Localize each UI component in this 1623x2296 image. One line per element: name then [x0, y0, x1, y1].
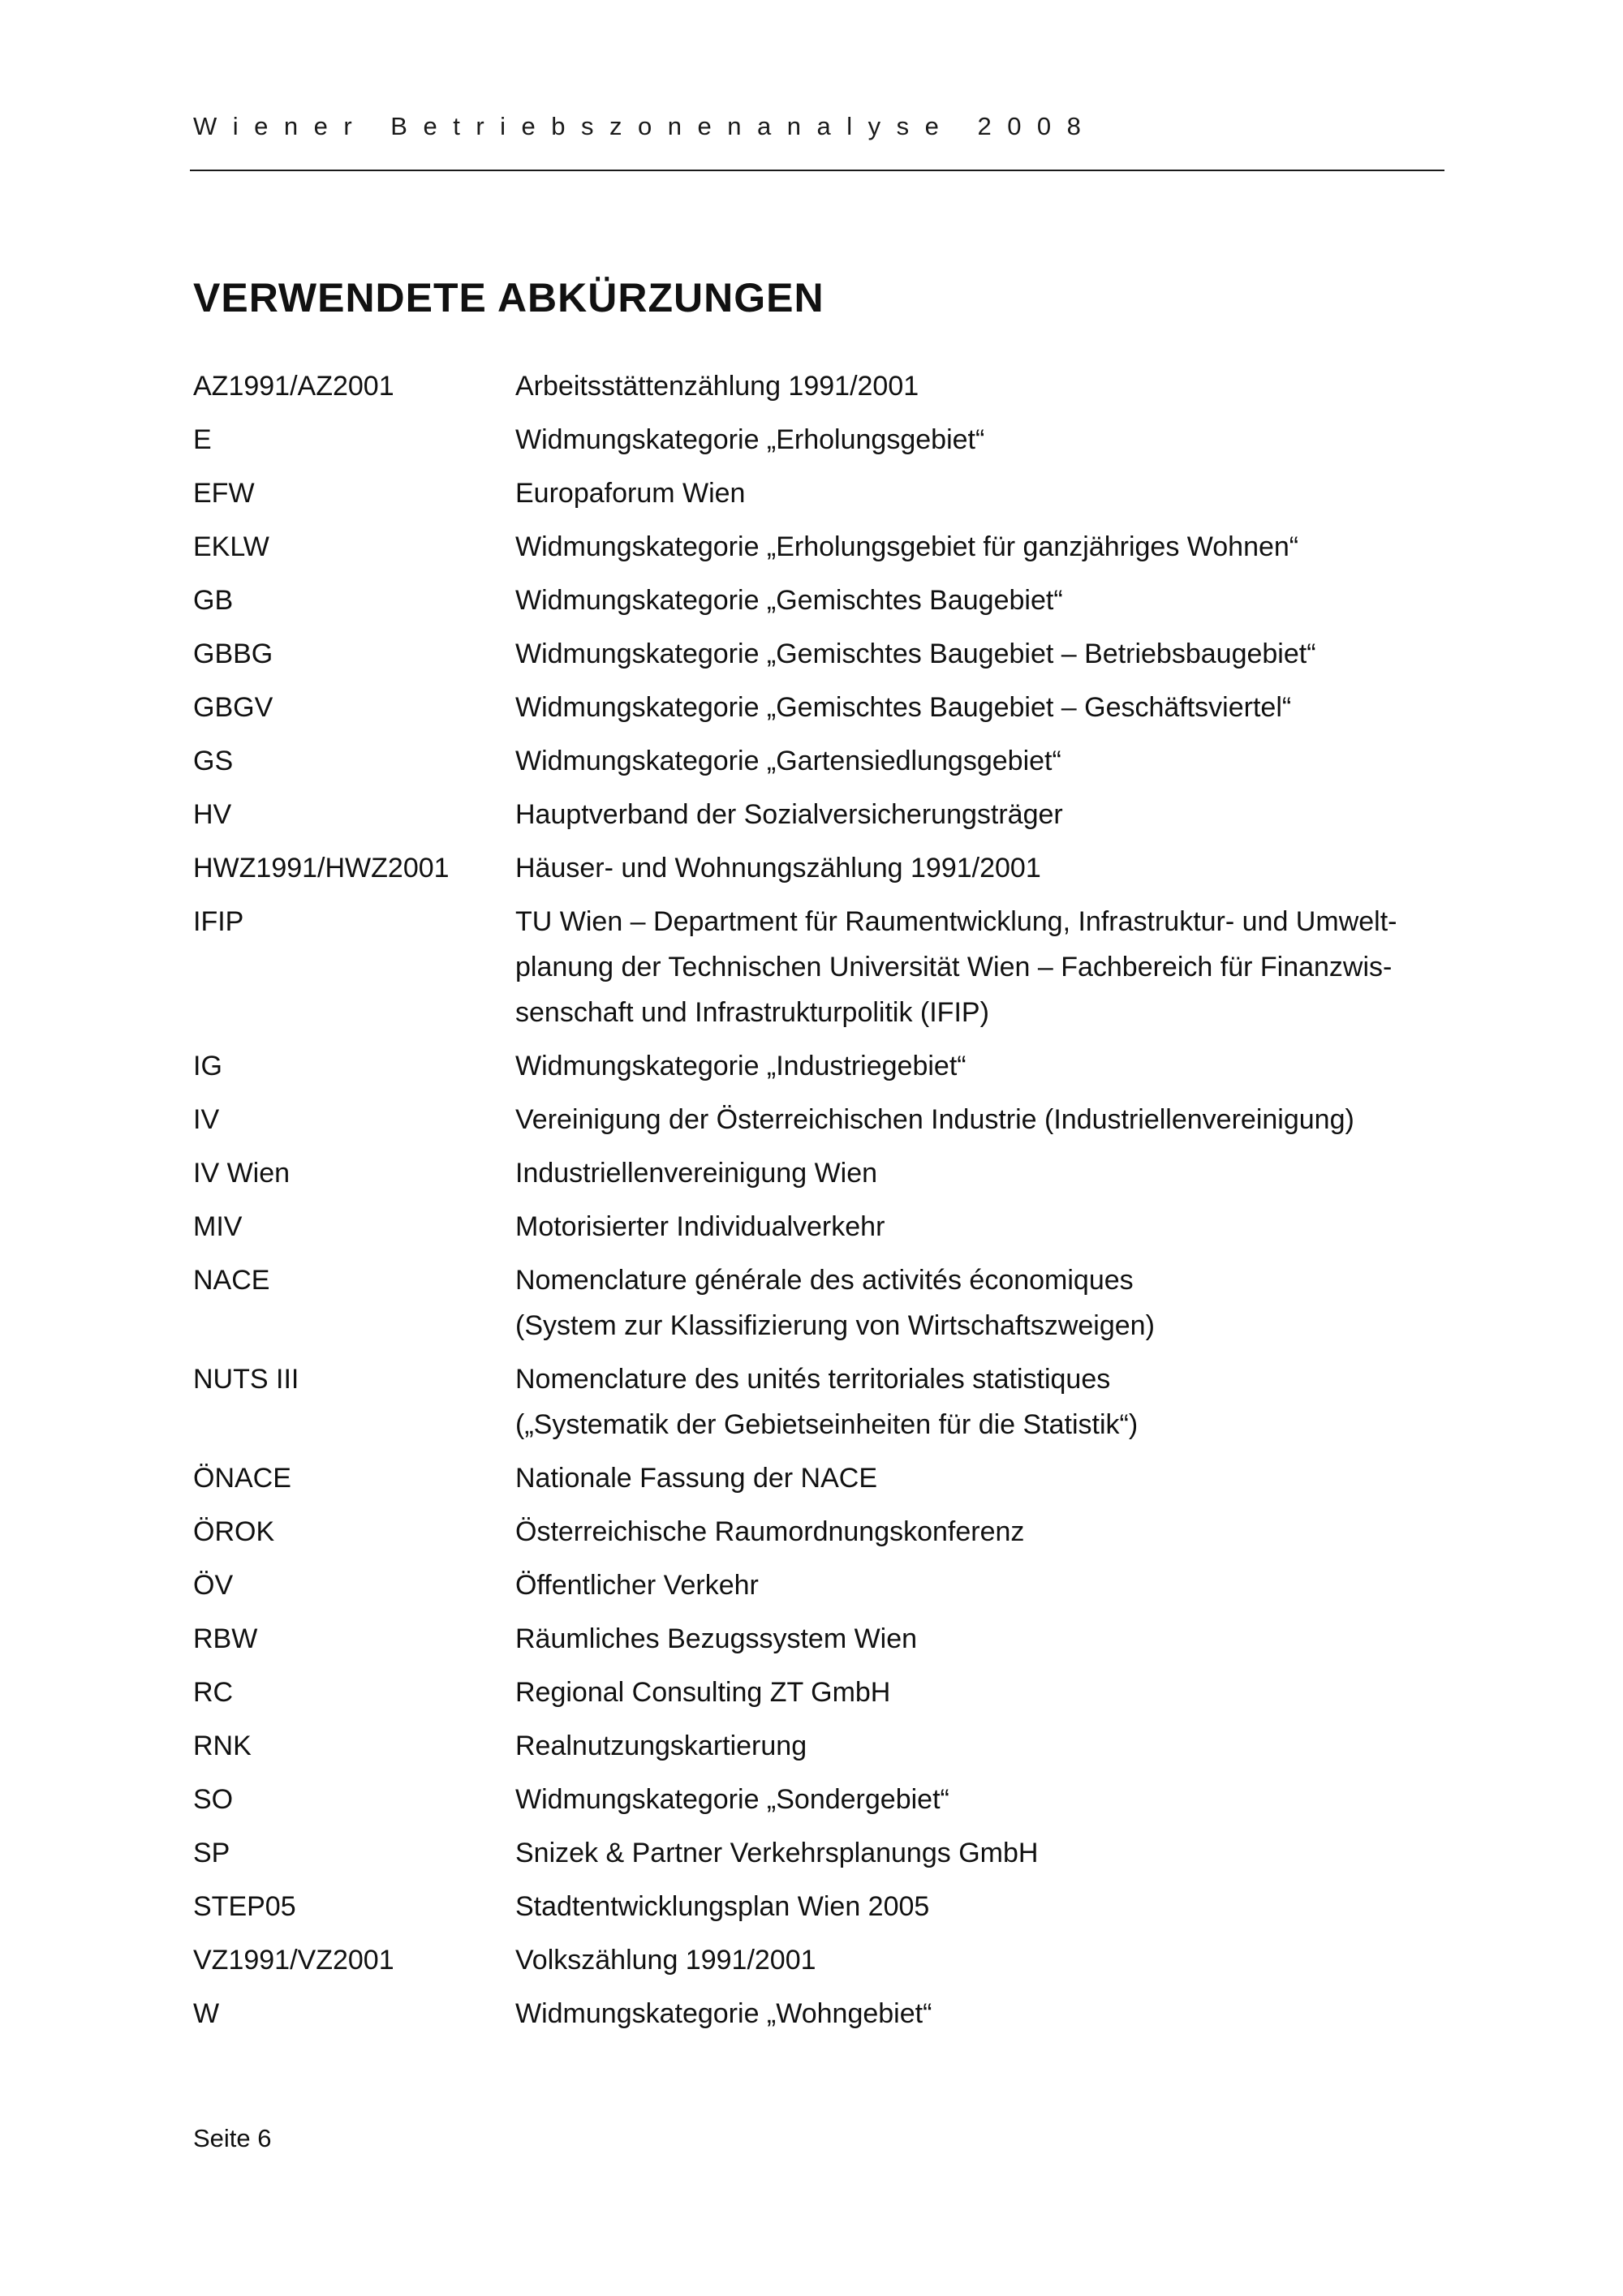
definition-line: Widmungskategorie „Gemischtes Baugebiet – Geschäftsviertel“: [515, 692, 1292, 723]
abbreviation-row: [193, 1150, 1459, 1196]
definition-line: Volkszählung 1991/2001: [515, 1945, 816, 1976]
abbreviation-row: [193, 524, 1459, 570]
definition-line: Widmungskategorie „Industriegebiet“: [515, 1051, 966, 1081]
abbreviation-definition: [515, 524, 1424, 570]
abbreviation-definition: [515, 471, 1424, 516]
abbreviation-term: ÖROK: [193, 1516, 275, 1547]
header-divider: [190, 170, 1444, 171]
abbreviation-row: [193, 1563, 1459, 1608]
definition-line: Widmungskategorie „Sondergebiet“: [515, 1784, 949, 1815]
abbreviation-term: IG: [193, 1051, 222, 1081]
definition-line: Widmungskategorie „Gemischtes Baugebiet – Betriebsbaugebiet“: [515, 638, 1316, 669]
abbreviation-term: RNK: [193, 1731, 252, 1761]
abbreviation-definition: [515, 738, 1424, 784]
definition-line: TU Wien – Department für Raumentwicklung, Infrastruktur- und Umwelt-: [515, 906, 1397, 937]
definition-line: Arbeitsstättenzählung 1991/2001: [515, 371, 919, 402]
abbreviation-term: GB: [193, 585, 234, 616]
definition-line: Räumliches Bezugssystem Wien: [515, 1623, 918, 1654]
definition-line: Regional Consulting ZT GmbH: [515, 1677, 891, 1708]
definition-line: Realnutzungskartierung: [515, 1731, 807, 1761]
abbreviation-term: HWZ1991/HWZ2001: [193, 853, 450, 884]
abbreviation-row: [193, 1991, 1459, 2036]
abbreviation-term: MIV: [193, 1211, 243, 1242]
definition-line: Widmungskategorie „Erholungsgebiet“: [515, 424, 985, 455]
abbreviation-row: [193, 685, 1459, 730]
abbreviation-term: GS: [193, 746, 234, 776]
abbreviation-row: [193, 1357, 1459, 1447]
abbreviation-term: NACE: [193, 1265, 270, 1296]
page-number: Seite 6: [193, 2124, 272, 2152]
abbreviation-definition: [515, 363, 1424, 409]
abbreviation-row: [193, 578, 1459, 623]
definition-line: Vereinigung der Österreichischen Industrie (Industriellenvereinigung): [515, 1104, 1354, 1135]
abbreviation-definition: [515, 417, 1424, 462]
abbreviation-row: [193, 1723, 1459, 1769]
definition-line: Widmungskategorie „Gartensiedlungsgebiet“: [515, 746, 1061, 776]
abbreviation-term: IV Wien: [193, 1158, 291, 1189]
abbreviation-row: [193, 792, 1459, 837]
abbreviation-term: HV: [193, 799, 232, 830]
abbreviation-row: [193, 1670, 1459, 1715]
abbreviation-row: [193, 631, 1459, 677]
abbreviation-row: [193, 1830, 1459, 1876]
abbreviation-row: [193, 738, 1459, 784]
abbreviation-definition: [515, 1258, 1424, 1348]
definition-line: Hauptverband der Sozialversicherungsträger: [515, 799, 1063, 830]
abbreviation-term: RC: [193, 1677, 234, 1708]
abbreviation-definition: [515, 1884, 1424, 1929]
abbreviation-definition: [515, 1357, 1424, 1447]
abbreviation-row: [193, 899, 1459, 1035]
abbreviation-term: GBBG: [193, 638, 273, 669]
abbreviation-term: GBGV: [193, 692, 273, 723]
definition-line: (System zur Klassifizierung von Wirtschaftszweigen): [515, 1310, 1155, 1341]
abbreviation-term: VZ1991/VZ2001: [193, 1945, 394, 1976]
abbreviation-term: E: [193, 424, 212, 455]
definition-line: Snizek & Partner Verkehrsplanungs GmbH: [515, 1838, 1039, 1868]
definition-line: senschaft und Infrastrukturpolitik (IFIP): [515, 997, 989, 1028]
abbreviation-definition: [515, 1043, 1424, 1089]
abbreviation-term: IV: [193, 1104, 220, 1135]
abbreviation-term: AZ1991/AZ2001: [193, 371, 394, 402]
abbreviation-term: ÖV: [193, 1570, 234, 1601]
abbreviation-list: [193, 363, 1459, 2044]
definition-line: Widmungskategorie „Erholungsgebiet für ganzjähriges Wohnen“: [515, 531, 1299, 562]
abbreviation-definition: [515, 1616, 1424, 1662]
definition-line: Europaforum Wien: [515, 478, 746, 509]
abbreviation-definition: [515, 1509, 1424, 1554]
abbreviation-row: [193, 1777, 1459, 1822]
abbreviation-term: IFIP: [193, 906, 244, 937]
abbreviation-definition: [515, 845, 1424, 891]
definition-line: Österreichische Raumordnungskonferenz: [515, 1516, 1025, 1547]
section-title: VERWENDETE ABKÜRZUNGEN: [193, 275, 824, 320]
abbreviation-term: EFW: [193, 478, 255, 509]
abbreviation-definition: [515, 685, 1424, 730]
abbreviation-row: [193, 1455, 1459, 1501]
abbreviation-definition: [515, 1563, 1424, 1608]
definition-line: Öffentlicher Verkehr: [515, 1570, 759, 1601]
definition-line: Nationale Fassung der NACE: [515, 1463, 878, 1494]
abbreviation-term: EKLW: [193, 531, 269, 562]
abbreviation-term: NUTS III: [193, 1364, 299, 1395]
abbreviation-row: [193, 417, 1459, 462]
definition-line: Industriellenvereinigung Wien: [515, 1158, 878, 1189]
abbreviation-definition: [515, 1150, 1424, 1196]
definition-line: Widmungskategorie „Gemischtes Baugebiet“: [515, 585, 1063, 616]
abbreviation-definition: [515, 1097, 1424, 1142]
abbreviation-row: [193, 363, 1459, 409]
abbreviation-definition: [515, 899, 1424, 1035]
abbreviation-definition: [515, 1777, 1424, 1822]
abbreviation-definition: [515, 1937, 1424, 1983]
abbreviation-definition: [515, 578, 1424, 623]
abbreviation-definition: [515, 631, 1424, 677]
definition-line: Motorisierter Individualverkehr: [515, 1211, 885, 1242]
definition-line: Häuser- und Wohnungszählung 1991/2001: [515, 853, 1041, 884]
abbreviation-term: RBW: [193, 1623, 258, 1654]
abbreviation-row: [193, 1616, 1459, 1662]
abbreviation-term: ÖNACE: [193, 1463, 291, 1494]
definition-line: Nomenclature des unités territoriales statistiques: [515, 1364, 1111, 1395]
running-header: Wiener Betriebszonenanalyse 2008: [193, 112, 1097, 140]
abbreviation-row: [193, 471, 1459, 516]
abbreviation-row: [193, 1509, 1459, 1554]
abbreviation-definition: [515, 1455, 1424, 1501]
abbreviation-row: [193, 1204, 1459, 1249]
abbreviation-definition: [515, 1991, 1424, 2036]
abbreviation-row: [193, 1884, 1459, 1929]
abbreviation-row: [193, 1043, 1459, 1089]
abbreviation-definition: [515, 1723, 1424, 1769]
abbreviation-definition: [515, 1830, 1424, 1876]
abbreviation-definition: [515, 1670, 1424, 1715]
abbreviation-term: W: [193, 1998, 220, 2029]
abbreviation-term: SP: [193, 1838, 230, 1868]
abbreviation-term: SO: [193, 1784, 234, 1815]
abbreviation-row: [193, 1937, 1459, 1983]
definition-line: („Systematik der Gebietseinheiten für die Statistik“): [515, 1409, 1139, 1440]
abbreviation-row: [193, 1258, 1459, 1348]
abbreviation-definition: [515, 1204, 1424, 1249]
abbreviation-term: STEP05: [193, 1891, 296, 1922]
abbreviation-row: [193, 1097, 1459, 1142]
definition-line: planung der Technischen Universität Wien – Fachbereich für Finanzwis-: [515, 952, 1393, 982]
abbreviation-row: [193, 845, 1459, 891]
definition-line: Nomenclature générale des activités économiques: [515, 1265, 1134, 1296]
definition-line: Stadtentwicklungsplan Wien 2005: [515, 1891, 930, 1922]
abbreviation-definition: [515, 792, 1424, 837]
definition-line: Widmungskategorie „Wohngebiet“: [515, 1998, 932, 2029]
